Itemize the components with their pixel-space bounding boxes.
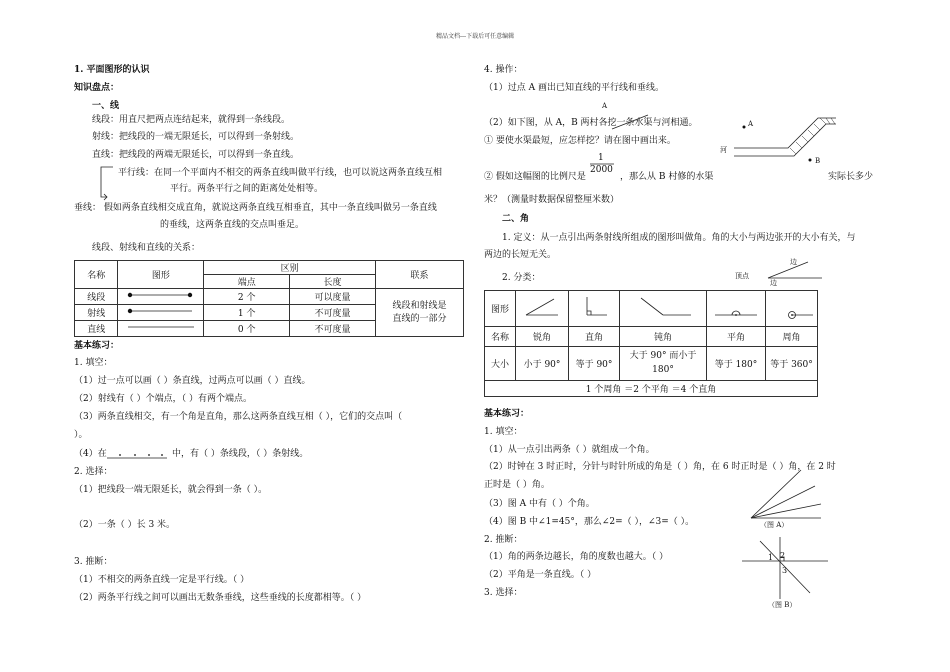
angle-judge-q2: （2）平角是一条直线。（ ） (484, 570, 597, 580)
angle-fill-q1: （1）从一点引出两条（ ）就组成一个角。 (484, 445, 655, 455)
fill-q4: 中，有（ ）条线段，（ ）条射线。 (172, 449, 309, 459)
row-length: 不可度量 (290, 305, 376, 321)
angle-name: 周角 (766, 327, 818, 347)
dotted-line-figure (105, 449, 170, 461)
operation-q2: （2）如下图，从 A，B 两村各挖一条水渠与河相通。 (484, 118, 698, 128)
vertex-label: 顶点 (735, 272, 749, 280)
obtuse-size: 大于 90° 而小于 180° (620, 347, 707, 381)
figure-b-caption: （图 B） (768, 601, 797, 609)
scale-denominator: 2000 (590, 165, 613, 175)
angles-table (484, 290, 818, 397)
line-def: 直线：把线段的两端无限延长，可以得到一条直线。 (92, 150, 300, 160)
choice-heading: 2. 选择： (74, 467, 113, 477)
operation-q2-a: ① 要使水渠最短，应怎样挖？请在图中画出来。 (484, 136, 676, 146)
segment-figure (118, 289, 204, 305)
parallel-def-2: 平行。两条平行之间的距离处处相等。 (170, 184, 324, 194)
row-endpoints: 1 个 (204, 305, 290, 321)
operation-heading: 4. 操作： (484, 65, 523, 75)
angle-1-label: 1 (768, 553, 774, 562)
th-shape: 图形 (118, 261, 204, 289)
fill-q3: （3）两条直线相交，有一个角是直角，那么这两条直线互相（ ），它们的交点叫（ (74, 412, 403, 422)
th-name: 名称 (75, 261, 118, 289)
angle-fill-q2-end: 正时是（ ）角。 (484, 480, 550, 490)
perpendicular-def-1: 垂线： 假如两条直线相交成直角，就说这两条直线互相垂直，其中一条直线叫做另一条直线 (74, 203, 437, 213)
angle-size: 等于 90° (569, 347, 620, 381)
straight-angle-figure (707, 291, 766, 327)
scale-numerator: 1 (598, 153, 604, 163)
fill-heading-2: 1. 填空： (484, 427, 523, 437)
judge-q1: （1）不相交的两条直线一定是平行线。（ ） (74, 575, 250, 585)
round-angle-figure (766, 291, 818, 327)
angle-name: 直角 (569, 327, 620, 347)
angle-name: 平角 (707, 327, 766, 347)
segment-def: 线段：用直尺把两点连结起来，就得到一条线段。 (92, 115, 291, 125)
angle-heading: 二、角 (502, 214, 530, 224)
row-length: 可以度量 (290, 289, 376, 305)
link-cell: 线段和射线是 直线的一部分 (375, 289, 463, 337)
th-length: 长度 (290, 275, 376, 289)
fill-q2: （2）射线有（ ）个端点，（ ）有两个端点。 (74, 394, 252, 404)
angle-def-2: 两边的长短无关。 (484, 250, 557, 260)
page-header: 精品文档---下载后可任意编辑 (436, 33, 515, 40)
fill-q4-start: （4）在 (74, 449, 107, 459)
acute-figure (516, 291, 569, 327)
perpendicular-def-2: 的垂线，这两条直线的交点叫垂足。 (160, 220, 305, 230)
figure-a-caption: （图 A） (760, 521, 789, 529)
ray-def: 射线：把线段的一端无限延长，可以得到一条射线。 (92, 132, 300, 142)
row-length: 不可度量 (290, 321, 376, 337)
relation-caption: 线段、射线和直线的关系： (92, 243, 201, 253)
row-name: 线段 (75, 289, 118, 305)
angle-judge-q1: （1）角的两条边越长，角的度数也越大。（ ） (484, 552, 669, 562)
side-label-top: 边 (790, 258, 797, 266)
th-shape: 图形 (485, 291, 516, 327)
angle-size: 小于 90° (516, 347, 569, 381)
judge-q2: （2）两条平行线之间可以画出无数条垂线，这些垂线的长度都相等。（ ） (74, 593, 367, 603)
knowledge-heading: 知识盘点： (74, 83, 120, 93)
th-endpoints: 端点 (204, 275, 290, 289)
angle-relation: 1 个周角 ＝2 个平角 ＝4 个直角 (485, 381, 818, 397)
classification-heading: 2. 分类： (502, 273, 541, 283)
operation-q2-b-line2: 米？（测量时数据保留整厘米数） (484, 195, 620, 205)
angle-3-label: 3 (782, 566, 788, 575)
ray-figure (118, 305, 204, 321)
fill-q1: （1）过一点可以画（ ）条直线，过两点可以画（ ）直线。 (74, 376, 311, 386)
operation-q1: （1）过点 A 画出已知直线的平行线和垂线。 (484, 83, 664, 93)
angle-fill-q3: （3）图 A 中有（ ）个角。 (484, 499, 595, 509)
choice-heading-2: 3. 选择： (484, 588, 523, 598)
given-line-figure (610, 113, 650, 131)
choice-q2: （2）一条（ ）长 3 米。 (74, 520, 176, 530)
obtuse-figure (620, 291, 707, 327)
side-label-bottom: 边 (770, 279, 777, 287)
choice-q1: （1）把线段一端无限延长，就会得到一条（ ）。 (74, 485, 268, 495)
river-label: 河 (720, 146, 727, 154)
row-endpoints: 0 个 (204, 321, 290, 337)
angle-2-label: 2 (780, 551, 786, 560)
figure-a (745, 468, 825, 523)
map-b-label: B (815, 157, 821, 165)
fill-heading: 1. 填空： (74, 358, 113, 368)
operation-q2-b-end: 实际长多少 (828, 172, 874, 182)
angle-fill-q4: （4）图 B 中∠1=45°，那么∠2=（ ），∠3=（ ）。 (484, 517, 695, 527)
lines-heading: 一、线 (92, 101, 120, 111)
row-name: 直线 (75, 321, 118, 337)
practice-heading: 基本练习： (74, 341, 120, 351)
angle-size: 等于 360° (766, 347, 818, 381)
section-title: 1. 平面图形的认识 (74, 65, 150, 75)
th-diff: 区别 (204, 261, 376, 275)
angle-name: 钝角 (620, 327, 707, 347)
fill-q3-end: ）。 (74, 430, 88, 440)
lines-table (74, 260, 464, 337)
th-size: 大小 (485, 347, 516, 381)
map-a-label: A (748, 120, 754, 128)
point-a-label: A (602, 102, 608, 110)
angle-name: 锐角 (516, 327, 569, 347)
practice-heading-2: 基本练习： (484, 409, 530, 419)
river-map-figure (730, 110, 840, 170)
parallel-def-1: 平行线：在同一个平面内不相交的两条直线叫做平行线，也可以说这两条直线互相 (118, 168, 443, 178)
judge-heading-2: 2. 推断： (484, 535, 523, 545)
angle-size: 等于 180° (707, 347, 766, 381)
row-endpoints: 2 个 (204, 289, 290, 305)
operation-q2-b: ② 假如这幅图的比例尺是 (484, 172, 586, 182)
row-name: 射线 (75, 305, 118, 321)
right-angle-figure (569, 291, 620, 327)
angle-fill-q2: （2）时钟在 3 时正时，分针与时针所成的角是（ ）角，在 6 时正时是（ ）角，在 2 时 (484, 462, 836, 472)
angle-def-1: 1. 定义：从一点引出两条射线所组成的图形叫做角。角的大小与两边张开的大小有关，与 (502, 233, 856, 243)
judge-heading: 3. 推断： (74, 557, 113, 567)
operation-q2-b-cont: ，那么从 B 村修的水渠 (620, 172, 714, 182)
line-figure (118, 321, 204, 337)
th-name: 名称 (485, 327, 516, 347)
th-link: 联系 (375, 261, 463, 289)
